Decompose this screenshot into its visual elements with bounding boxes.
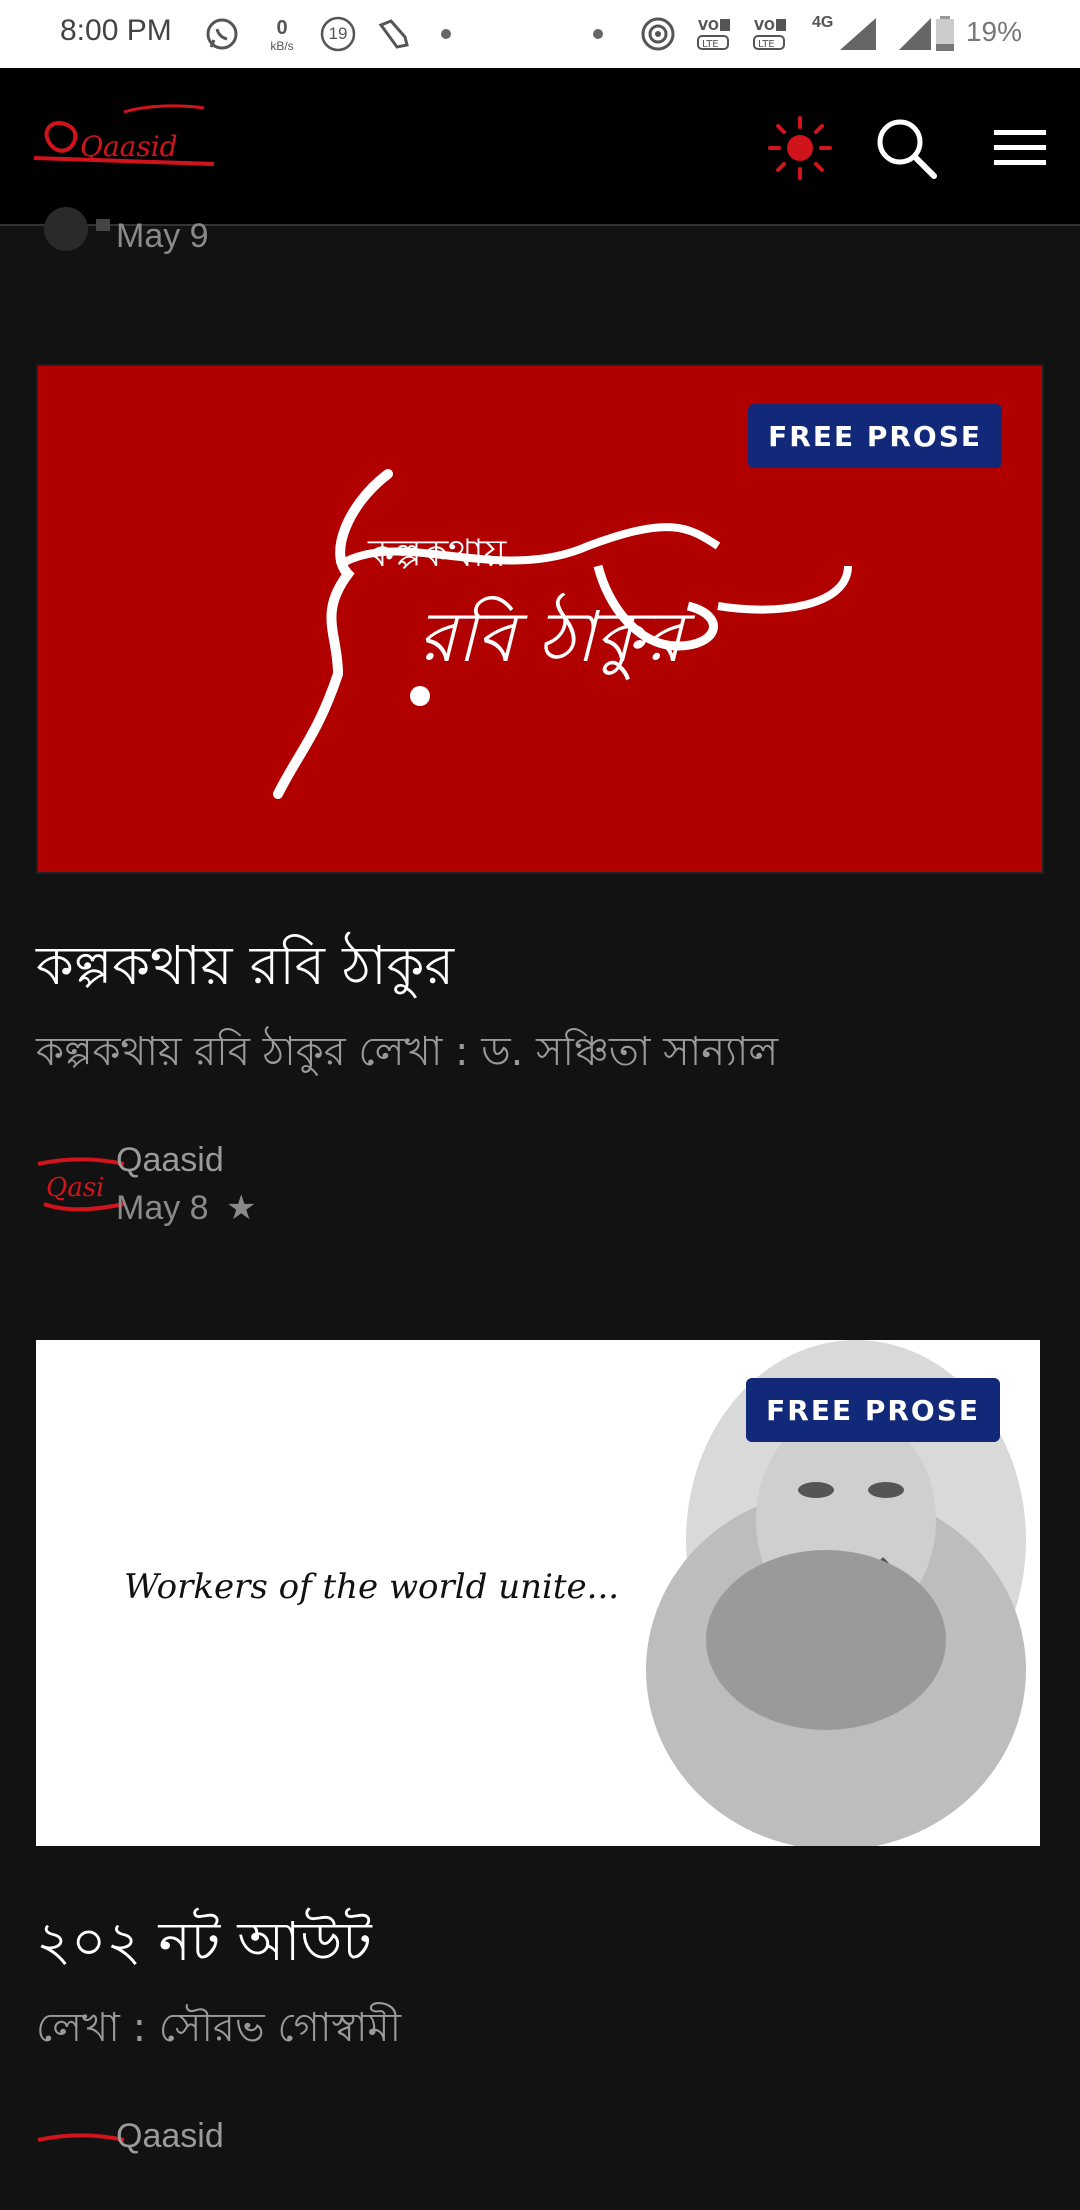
svg-text:LTE: LTE <box>702 39 719 50</box>
dot-icon <box>424 12 468 56</box>
volte-2-icon <box>748 12 792 56</box>
search-button[interactable] <box>870 112 942 184</box>
shoe-icon <box>372 12 416 56</box>
post-2-subtitle: লেখা : সৌরভ গোস্বামী <box>36 2005 402 2051</box>
avatar[interactable] <box>36 1144 126 1234</box>
battery-percent: 19% <box>965 16 1022 47</box>
menu-button[interactable] <box>984 112 1056 184</box>
prev-post-date: May 9 <box>116 217 209 255</box>
post-1-title[interactable]: কল্পকথায় রবি ঠাকুর <box>36 934 455 997</box>
post-2-meta-text <box>116 2112 224 2160</box>
svg-text:Workers of the world unite...: Workers of the world unite... <box>124 1567 620 1607</box>
avatar[interactable] <box>36 2120 126 2210</box>
post-1-meta <box>36 1144 126 1234</box>
status-time: 8:00 PM <box>60 14 172 47</box>
svg-text:Qasi: Qasi <box>46 1173 105 1203</box>
avatar <box>36 204 126 294</box>
star-icon: ★ <box>226 1189 257 1227</box>
signal-4g-icon: 4G <box>810 12 880 56</box>
category-badge[interactable]: FREE PROSE <box>748 404 1002 468</box>
notification-count-icon: 19 <box>316 12 360 56</box>
prev-post-meta <box>36 204 126 294</box>
menu-icon <box>992 126 1048 170</box>
post-2-meta <box>36 2120 126 2210</box>
hotspot-icon <box>636 12 680 56</box>
svg-text:VO: VO <box>754 19 775 34</box>
category-badge[interactable]: FREE PROSE <box>746 1378 1000 1442</box>
post-2-image[interactable] <box>36 1340 1040 1846</box>
theme-toggle-button[interactable] <box>764 112 836 184</box>
net-speed-indicator: 0 kB/s <box>270 16 294 53</box>
svg-text:VO: VO <box>698 19 719 34</box>
sun-icon <box>767 115 833 181</box>
post-1-subtitle: কল্পকথায় রবি ঠাকুর লেখা : ড. সঞ্চিতা সান্যাল <box>36 1029 779 1075</box>
battery-icon <box>930 12 960 56</box>
whatsapp-icon <box>200 12 244 56</box>
site-logo[interactable] <box>34 98 224 188</box>
search-icon <box>874 116 938 180</box>
post-1-meta-text <box>116 1136 257 1232</box>
app-header <box>0 68 1080 226</box>
post-1-image[interactable] <box>36 364 1044 874</box>
post-2-title[interactable]: ২০২ নট আউট <box>36 1910 372 1973</box>
svg-text:Qaasid: Qaasid <box>80 130 178 163</box>
status-bar <box>0 0 1080 68</box>
post-date: May 8 <box>116 1189 209 1227</box>
volte-1-icon <box>692 12 736 56</box>
post-author[interactable]: Qaasid <box>116 1141 224 1179</box>
svg-text:কল্পকথায়: কল্পকথায় <box>368 531 507 575</box>
svg-text:LTE: LTE <box>758 39 775 50</box>
dot-icon <box>576 12 620 56</box>
svg-text:রবি ঠাকুর: রবি ঠাকুর <box>418 596 683 678</box>
post-author[interactable]: Qaasid <box>116 2117 224 2155</box>
